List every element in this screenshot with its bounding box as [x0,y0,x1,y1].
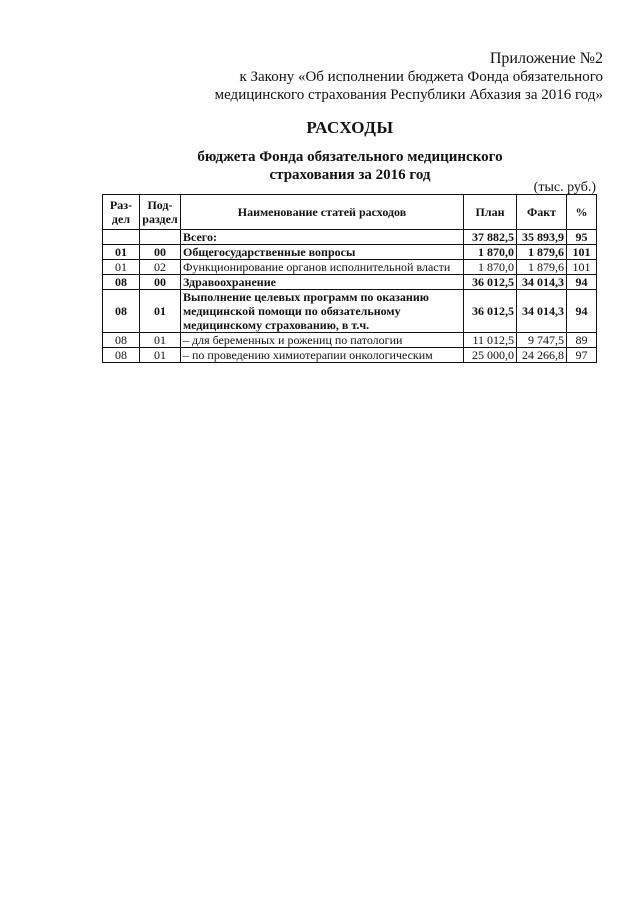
cell-name: – для беременных и рожениц по патологии [181,333,464,348]
cell-subsection: 01 [140,348,181,363]
cell-fact: 1 879,6 [517,260,567,275]
cell-fact: 34 014,3 [517,275,567,290]
annex-header [215,50,603,104]
cell-subsection: 02 [140,260,181,275]
table-header-row [103,195,597,230]
annex-number: Приложение №2 [489,50,603,67]
cell-section: 08 [103,348,140,363]
cell-percent: 101 [567,245,597,260]
annex-law-line1: к Закону «Об исполнении бюджета Фонда обязательного [239,69,603,85]
table-row [103,348,597,363]
cell-plan: 1 870,0 [464,245,517,260]
cell-name: Выполнение целевых программ по оказанию медицинской помощи по обязательному медицинскому страхованию, в т.ч. [181,290,464,333]
cell-fact: 1 879,6 [517,245,567,260]
cell-percent: 94 [567,275,597,290]
cell-subsection: 01 [140,290,181,333]
cell-section: 08 [103,275,140,290]
cell-percent: 95 [567,230,597,245]
cell-plan: 37 882,5 [464,230,517,245]
cell-percent: 89 [567,333,597,348]
cell-fact: 34 014,3 [517,290,567,333]
cell-fact: 24 266,8 [517,348,567,363]
cell-name: Общегосударственные вопросы [181,245,464,260]
cell-fact: 35 893,9 [517,230,567,245]
cell-section: 01 [103,260,140,275]
subtitle-line2: страхования за 2016 год [269,167,431,183]
cell-plan: 11 012,5 [464,333,517,348]
cell-subsection: 00 [140,245,181,260]
cell-name: – по проведению химиотерапии онкологическим [181,348,464,363]
cell-fact: 9 747,5 [517,333,567,348]
table-row [103,275,597,290]
cell-plan: 36 012,5 [464,290,517,333]
cell-percent: 101 [567,260,597,275]
header-percent: % [567,195,597,230]
table-row [103,260,597,275]
cell-percent: 97 [567,348,597,363]
cell-plan: 25 000,0 [464,348,517,363]
cell-plan: 36 012,5 [464,275,517,290]
header-section: Раз-дел [103,195,140,230]
cell-subsection: 00 [140,275,181,290]
cell-subsection [140,230,181,245]
cell-name: Функционирование органов исполнительной власти [181,260,464,275]
header-subsection: Под-раздел [140,195,181,230]
cell-section: 01 [103,245,140,260]
unit-label: (тыс. руб.) [533,180,596,195]
annex-law-line2: медицинского страхования Республики Абхазия за 2016 год» [214,87,603,103]
cell-name: Всего: [181,230,464,245]
document-subtitle [0,148,640,184]
cell-subsection: 01 [140,333,181,348]
header-name: Наименование статей расходов [181,195,464,230]
document-title: РАСХОДЫ [306,118,394,137]
cell-percent: 94 [567,290,597,333]
cell-section: 08 [103,333,140,348]
subtitle-line1: бюджета Фонда обязательного медицинского [197,149,503,165]
cell-name: Здравоохранение [181,275,464,290]
cell-plan: 1 870,0 [464,260,517,275]
cell-section [103,230,140,245]
table-row [103,245,597,260]
table-row [103,333,597,348]
table-row [103,290,597,333]
expenses-table [102,194,597,363]
header-plan: План [464,195,517,230]
header-fact: Факт [517,195,567,230]
table-row-total [103,230,597,245]
cell-section: 08 [103,290,140,333]
